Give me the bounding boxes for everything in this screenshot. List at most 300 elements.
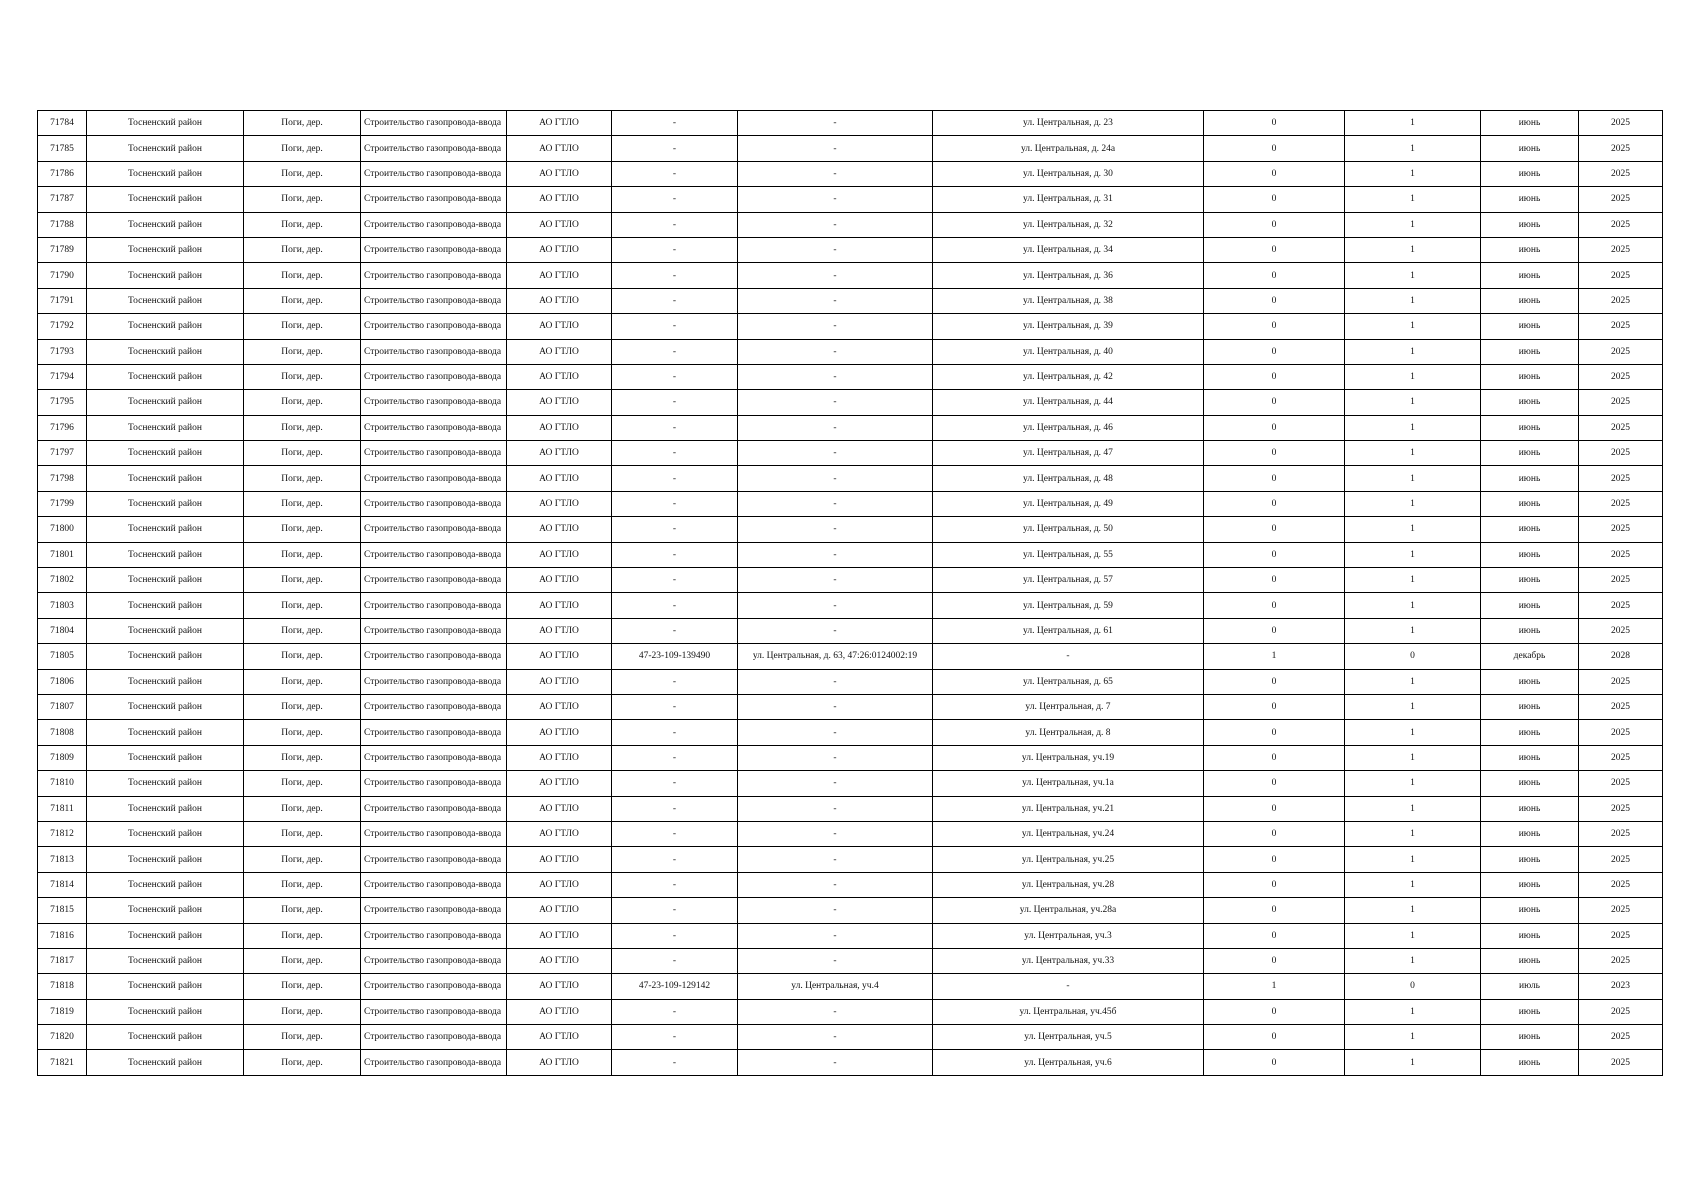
- district-cell: Тосненский район: [87, 923, 244, 948]
- month-cell: июнь: [1481, 237, 1579, 262]
- row-id-cell: 71812: [38, 821, 87, 846]
- value-a-cell: 0: [1204, 745, 1345, 770]
- table-row: [38, 644, 1663, 669]
- row-id-cell: 71808: [38, 720, 87, 745]
- locality-cell: Поги, дер.: [244, 111, 361, 136]
- district-cell: Тосненский район: [87, 542, 244, 567]
- application-number-cell: -: [612, 872, 738, 897]
- value-b-cell: 0: [1345, 974, 1481, 999]
- locality-cell: Поги, дер.: [244, 542, 361, 567]
- district-cell: Тосненский район: [87, 821, 244, 846]
- year-cell: 2025: [1579, 237, 1663, 262]
- row-id-cell: 71818: [38, 974, 87, 999]
- value-b-cell: 1: [1345, 1050, 1481, 1075]
- object-address-cell: ул. Центральная, уч.4: [738, 974, 933, 999]
- table-row: [38, 568, 1663, 593]
- work-type-cell: Строительство газопровода-ввода: [361, 872, 507, 897]
- organization-cell: АО ГТЛО: [507, 771, 612, 796]
- application-number-cell: -: [612, 212, 738, 237]
- value-b-cell: 1: [1345, 339, 1481, 364]
- row-id-cell: 71793: [38, 339, 87, 364]
- address-cell: ул. Центральная, д. 34: [933, 237, 1204, 262]
- object-address-cell: -: [738, 136, 933, 161]
- object-address-cell: -: [738, 542, 933, 567]
- value-a-cell: 0: [1204, 466, 1345, 491]
- year-cell: 2025: [1579, 415, 1663, 440]
- application-number-cell: -: [612, 136, 738, 161]
- work-type-cell: Строительство газопровода-ввода: [361, 720, 507, 745]
- table-row: [38, 111, 1663, 136]
- value-a-cell: 0: [1204, 161, 1345, 186]
- locality-cell: Поги, дер.: [244, 771, 361, 796]
- value-b-cell: 1: [1345, 390, 1481, 415]
- object-address-cell: -: [738, 694, 933, 719]
- address-cell: ул. Центральная, д. 36: [933, 263, 1204, 288]
- locality-cell: Поги, дер.: [244, 415, 361, 440]
- organization-cell: АО ГТЛО: [507, 517, 612, 542]
- month-cell: июнь: [1481, 847, 1579, 872]
- address-cell: ул. Центральная, д. 42: [933, 364, 1204, 389]
- table-row: [38, 364, 1663, 389]
- table-row: [38, 974, 1663, 999]
- locality-cell: Поги, дер.: [244, 720, 361, 745]
- table-row: [38, 415, 1663, 440]
- address-cell: ул. Центральная, уч.28а: [933, 898, 1204, 923]
- work-type-cell: Строительство газопровода-ввода: [361, 364, 507, 389]
- value-a-cell: 0: [1204, 872, 1345, 897]
- application-number-cell: -: [612, 339, 738, 364]
- application-number-cell: -: [612, 263, 738, 288]
- value-a-cell: 0: [1204, 796, 1345, 821]
- value-a-cell: 0: [1204, 390, 1345, 415]
- year-cell: 2025: [1579, 263, 1663, 288]
- month-cell: июнь: [1481, 771, 1579, 796]
- district-cell: Тосненский район: [87, 491, 244, 516]
- value-b-cell: 1: [1345, 568, 1481, 593]
- work-type-cell: Строительство газопровода-ввода: [361, 314, 507, 339]
- district-cell: Тосненский район: [87, 771, 244, 796]
- district-cell: Тосненский район: [87, 745, 244, 770]
- month-cell: июнь: [1481, 669, 1579, 694]
- month-cell: июнь: [1481, 491, 1579, 516]
- table-row: [38, 314, 1663, 339]
- year-cell: 2025: [1579, 466, 1663, 491]
- work-type-cell: Строительство газопровода-ввода: [361, 542, 507, 567]
- month-cell: июнь: [1481, 872, 1579, 897]
- locality-cell: Поги, дер.: [244, 745, 361, 770]
- organization-cell: АО ГТЛО: [507, 212, 612, 237]
- row-id-cell: 71820: [38, 1025, 87, 1050]
- value-b-cell: 1: [1345, 796, 1481, 821]
- address-cell: ул. Центральная, уч.24: [933, 821, 1204, 846]
- value-a-cell: 1: [1204, 644, 1345, 669]
- row-id-cell: 71806: [38, 669, 87, 694]
- month-cell: июнь: [1481, 948, 1579, 973]
- work-type-cell: Строительство газопровода-ввода: [361, 187, 507, 212]
- table-row: [38, 847, 1663, 872]
- object-address-cell: -: [738, 847, 933, 872]
- month-cell: июнь: [1481, 618, 1579, 643]
- year-cell: 2025: [1579, 872, 1663, 897]
- application-number-cell: -: [612, 161, 738, 186]
- organization-cell: АО ГТЛО: [507, 999, 612, 1024]
- work-type-cell: Строительство газопровода-ввода: [361, 339, 507, 364]
- value-a-cell: 0: [1204, 1025, 1345, 1050]
- year-cell: 2025: [1579, 111, 1663, 136]
- application-number-cell: 47-23-109-129142: [612, 974, 738, 999]
- month-cell: июль: [1481, 974, 1579, 999]
- district-cell: Тосненский район: [87, 466, 244, 491]
- locality-cell: Поги, дер.: [244, 364, 361, 389]
- table-row: [38, 542, 1663, 567]
- month-cell: июнь: [1481, 288, 1579, 313]
- address-cell: ул. Центральная, д. 46: [933, 415, 1204, 440]
- district-cell: Тосненский район: [87, 314, 244, 339]
- value-b-cell: 1: [1345, 872, 1481, 897]
- table-row: [38, 161, 1663, 186]
- year-cell: 2025: [1579, 136, 1663, 161]
- locality-cell: Поги, дер.: [244, 517, 361, 542]
- row-id-cell: 71802: [38, 568, 87, 593]
- value-b-cell: 1: [1345, 694, 1481, 719]
- value-b-cell: 1: [1345, 441, 1481, 466]
- object-address-cell: -: [738, 821, 933, 846]
- application-number-cell: -: [612, 187, 738, 212]
- month-cell: июнь: [1481, 161, 1579, 186]
- value-b-cell: 1: [1345, 364, 1481, 389]
- locality-cell: Поги, дер.: [244, 694, 361, 719]
- work-type-cell: Строительство газопровода-ввода: [361, 745, 507, 770]
- application-number-cell: 47-23-109-139490: [612, 644, 738, 669]
- row-id-cell: 71801: [38, 542, 87, 567]
- table-row: [38, 923, 1663, 948]
- table-row: [38, 948, 1663, 973]
- object-address-cell: -: [738, 111, 933, 136]
- locality-cell: Поги, дер.: [244, 212, 361, 237]
- value-b-cell: 1: [1345, 314, 1481, 339]
- address-cell: ул. Центральная, д. 61: [933, 618, 1204, 643]
- year-cell: 2025: [1579, 542, 1663, 567]
- organization-cell: АО ГТЛО: [507, 364, 612, 389]
- organization-cell: АО ГТЛО: [507, 644, 612, 669]
- work-type-cell: Строительство газопровода-ввода: [361, 491, 507, 516]
- month-cell: июнь: [1481, 136, 1579, 161]
- value-a-cell: 0: [1204, 847, 1345, 872]
- value-a-cell: 0: [1204, 111, 1345, 136]
- application-number-cell: -: [612, 466, 738, 491]
- application-number-cell: -: [612, 999, 738, 1024]
- value-a-cell: 0: [1204, 517, 1345, 542]
- value-a-cell: 0: [1204, 821, 1345, 846]
- object-address-cell: -: [738, 339, 933, 364]
- row-id-cell: 71799: [38, 491, 87, 516]
- district-cell: Тосненский район: [87, 669, 244, 694]
- month-cell: июнь: [1481, 364, 1579, 389]
- organization-cell: АО ГТЛО: [507, 390, 612, 415]
- month-cell: июнь: [1481, 441, 1579, 466]
- month-cell: июнь: [1481, 821, 1579, 846]
- table-row: [38, 517, 1663, 542]
- row-id-cell: 71798: [38, 466, 87, 491]
- application-number-cell: -: [612, 568, 738, 593]
- organization-cell: АО ГТЛО: [507, 1025, 612, 1050]
- organization-cell: АО ГТЛО: [507, 593, 612, 618]
- value-a-cell: 0: [1204, 212, 1345, 237]
- month-cell: июнь: [1481, 1050, 1579, 1075]
- address-cell: ул. Центральная, д. 47: [933, 441, 1204, 466]
- work-type-cell: Строительство газопровода-ввода: [361, 999, 507, 1024]
- value-b-cell: 1: [1345, 161, 1481, 186]
- value-b-cell: 1: [1345, 263, 1481, 288]
- object-address-cell: -: [738, 568, 933, 593]
- locality-cell: Поги, дер.: [244, 187, 361, 212]
- address-cell: ул. Центральная, д. 38: [933, 288, 1204, 313]
- table-row: [38, 720, 1663, 745]
- value-b-cell: 1: [1345, 136, 1481, 161]
- district-cell: Тосненский район: [87, 948, 244, 973]
- locality-cell: Поги, дер.: [244, 644, 361, 669]
- table-row: [38, 898, 1663, 923]
- table-row: [38, 999, 1663, 1024]
- object-address-cell: -: [738, 187, 933, 212]
- district-cell: Тосненский район: [87, 212, 244, 237]
- object-address-cell: -: [738, 593, 933, 618]
- address-cell: ул. Центральная, уч.19: [933, 745, 1204, 770]
- work-type-cell: Строительство газопровода-ввода: [361, 974, 507, 999]
- value-a-cell: 0: [1204, 568, 1345, 593]
- locality-cell: Поги, дер.: [244, 136, 361, 161]
- month-cell: июнь: [1481, 923, 1579, 948]
- row-id-cell: 71816: [38, 923, 87, 948]
- address-cell: ул. Центральная, уч.25: [933, 847, 1204, 872]
- application-number-cell: -: [612, 796, 738, 821]
- locality-cell: Поги, дер.: [244, 796, 361, 821]
- value-a-cell: 0: [1204, 441, 1345, 466]
- year-cell: 2025: [1579, 720, 1663, 745]
- organization-cell: АО ГТЛО: [507, 796, 612, 821]
- row-id-cell: 71804: [38, 618, 87, 643]
- district-cell: Тосненский район: [87, 1050, 244, 1075]
- work-type-cell: Строительство газопровода-ввода: [361, 948, 507, 973]
- value-b-cell: 1: [1345, 466, 1481, 491]
- organization-cell: АО ГТЛО: [507, 669, 612, 694]
- row-id-cell: 71797: [38, 441, 87, 466]
- year-cell: 2025: [1579, 390, 1663, 415]
- application-number-cell: -: [612, 771, 738, 796]
- month-cell: июнь: [1481, 898, 1579, 923]
- object-address-cell: -: [738, 1025, 933, 1050]
- work-type-cell: Строительство газопровода-ввода: [361, 694, 507, 719]
- value-a-cell: 0: [1204, 491, 1345, 516]
- row-id-cell: 71817: [38, 948, 87, 973]
- organization-cell: АО ГТЛО: [507, 339, 612, 364]
- district-cell: Тосненский район: [87, 720, 244, 745]
- address-cell: ул. Центральная, д. 8: [933, 720, 1204, 745]
- locality-cell: Поги, дер.: [244, 898, 361, 923]
- table-row: [38, 872, 1663, 897]
- value-b-cell: 1: [1345, 187, 1481, 212]
- organization-cell: АО ГТЛО: [507, 415, 612, 440]
- value-b-cell: 1: [1345, 491, 1481, 516]
- application-number-cell: -: [612, 288, 738, 313]
- value-a-cell: 0: [1204, 593, 1345, 618]
- organization-cell: АО ГТЛО: [507, 821, 612, 846]
- month-cell: июнь: [1481, 517, 1579, 542]
- address-cell: ул. Центральная, д. 55: [933, 542, 1204, 567]
- row-id-cell: 71792: [38, 314, 87, 339]
- row-id-cell: 71788: [38, 212, 87, 237]
- object-address-cell: -: [738, 466, 933, 491]
- object-address-cell: -: [738, 720, 933, 745]
- address-cell: ул. Центральная, уч.1а: [933, 771, 1204, 796]
- address-cell: ул. Центральная, д. 49: [933, 491, 1204, 516]
- address-cell: ул. Центральная, уч.21: [933, 796, 1204, 821]
- year-cell: 2025: [1579, 796, 1663, 821]
- object-address-cell: -: [738, 288, 933, 313]
- value-b-cell: 1: [1345, 593, 1481, 618]
- organization-cell: АО ГТЛО: [507, 948, 612, 973]
- value-b-cell: 1: [1345, 618, 1481, 643]
- work-type-cell: Строительство газопровода-ввода: [361, 898, 507, 923]
- year-cell: 2025: [1579, 212, 1663, 237]
- year-cell: 2025: [1579, 517, 1663, 542]
- work-type-cell: Строительство газопровода-ввода: [361, 390, 507, 415]
- address-cell: ул. Центральная, д. 30: [933, 161, 1204, 186]
- address-cell: ул. Центральная, д. 65: [933, 669, 1204, 694]
- month-cell: июнь: [1481, 542, 1579, 567]
- locality-cell: Поги, дер.: [244, 669, 361, 694]
- application-number-cell: -: [612, 237, 738, 262]
- organization-cell: АО ГТЛО: [507, 847, 612, 872]
- locality-cell: Поги, дер.: [244, 339, 361, 364]
- table-row: [38, 618, 1663, 643]
- work-type-cell: Строительство газопровода-ввода: [361, 161, 507, 186]
- application-number-cell: -: [612, 415, 738, 440]
- table-row: [38, 288, 1663, 313]
- organization-cell: АО ГТЛО: [507, 618, 612, 643]
- district-cell: Тосненский район: [87, 364, 244, 389]
- row-id-cell: 71810: [38, 771, 87, 796]
- year-cell: 2025: [1579, 364, 1663, 389]
- address-cell: ул. Центральная, д. 40: [933, 339, 1204, 364]
- object-address-cell: -: [738, 771, 933, 796]
- application-number-cell: -: [612, 1025, 738, 1050]
- address-cell: ул. Центральная, д. 57: [933, 568, 1204, 593]
- value-a-cell: 0: [1204, 948, 1345, 973]
- table-row: [38, 694, 1663, 719]
- district-cell: Тосненский район: [87, 136, 244, 161]
- month-cell: июнь: [1481, 745, 1579, 770]
- district-cell: Тосненский район: [87, 390, 244, 415]
- row-id-cell: 71814: [38, 872, 87, 897]
- month-cell: июнь: [1481, 999, 1579, 1024]
- object-address-cell: -: [738, 618, 933, 643]
- month-cell: июнь: [1481, 593, 1579, 618]
- value-a-cell: 0: [1204, 339, 1345, 364]
- month-cell: июнь: [1481, 339, 1579, 364]
- application-number-cell: -: [612, 593, 738, 618]
- organization-cell: АО ГТЛО: [507, 288, 612, 313]
- table-row: [38, 237, 1663, 262]
- locality-cell: Поги, дер.: [244, 923, 361, 948]
- object-address-cell: -: [738, 1050, 933, 1075]
- value-a-cell: 0: [1204, 771, 1345, 796]
- row-id-cell: 71819: [38, 999, 87, 1024]
- object-address-cell: -: [738, 669, 933, 694]
- row-id-cell: 71815: [38, 898, 87, 923]
- value-a-cell: 0: [1204, 364, 1345, 389]
- row-id-cell: 71821: [38, 1050, 87, 1075]
- work-type-cell: Строительство газопровода-ввода: [361, 847, 507, 872]
- district-cell: Тосненский район: [87, 288, 244, 313]
- value-a-cell: 0: [1204, 720, 1345, 745]
- organization-cell: АО ГТЛО: [507, 974, 612, 999]
- district-cell: Тосненский район: [87, 593, 244, 618]
- table-row: [38, 771, 1663, 796]
- application-number-cell: -: [612, 314, 738, 339]
- year-cell: 2025: [1579, 948, 1663, 973]
- locality-cell: Поги, дер.: [244, 948, 361, 973]
- organization-cell: АО ГТЛО: [507, 161, 612, 186]
- row-id-cell: 71784: [38, 111, 87, 136]
- year-cell: 2025: [1579, 847, 1663, 872]
- application-number-cell: -: [612, 542, 738, 567]
- application-number-cell: -: [612, 720, 738, 745]
- organization-cell: АО ГТЛО: [507, 872, 612, 897]
- organization-cell: АО ГТЛО: [507, 187, 612, 212]
- locality-cell: Поги, дер.: [244, 263, 361, 288]
- district-cell: Тосненский район: [87, 974, 244, 999]
- value-b-cell: 1: [1345, 542, 1481, 567]
- work-type-cell: Строительство газопровода-ввода: [361, 441, 507, 466]
- table-row: [38, 441, 1663, 466]
- district-cell: Тосненский район: [87, 237, 244, 262]
- object-address-cell: -: [738, 161, 933, 186]
- organization-cell: АО ГТЛО: [507, 314, 612, 339]
- organization-cell: АО ГТЛО: [507, 898, 612, 923]
- table-row: [38, 212, 1663, 237]
- row-id-cell: 71800: [38, 517, 87, 542]
- work-type-cell: Строительство газопровода-ввода: [361, 111, 507, 136]
- application-number-cell: -: [612, 847, 738, 872]
- district-cell: Тосненский район: [87, 111, 244, 136]
- object-address-cell: -: [738, 314, 933, 339]
- month-cell: июнь: [1481, 212, 1579, 237]
- organization-cell: АО ГТЛО: [507, 720, 612, 745]
- year-cell: 2025: [1579, 1050, 1663, 1075]
- district-cell: Тосненский район: [87, 847, 244, 872]
- object-address-cell: -: [738, 390, 933, 415]
- year-cell: 2025: [1579, 669, 1663, 694]
- locality-cell: Поги, дер.: [244, 1050, 361, 1075]
- object-address-cell: -: [738, 263, 933, 288]
- district-cell: Тосненский район: [87, 872, 244, 897]
- address-cell: ул. Центральная, д. 39: [933, 314, 1204, 339]
- month-cell: июнь: [1481, 111, 1579, 136]
- organization-cell: АО ГТЛО: [507, 568, 612, 593]
- object-address-cell: -: [738, 948, 933, 973]
- row-id-cell: 71791: [38, 288, 87, 313]
- work-type-cell: Строительство газопровода-ввода: [361, 821, 507, 846]
- table-row: [38, 390, 1663, 415]
- value-b-cell: 1: [1345, 821, 1481, 846]
- work-type-cell: Строительство газопровода-ввода: [361, 568, 507, 593]
- year-cell: 2025: [1579, 999, 1663, 1024]
- organization-cell: АО ГТЛО: [507, 263, 612, 288]
- table-row: [38, 466, 1663, 491]
- year-cell: 2025: [1579, 441, 1663, 466]
- table-row: [38, 187, 1663, 212]
